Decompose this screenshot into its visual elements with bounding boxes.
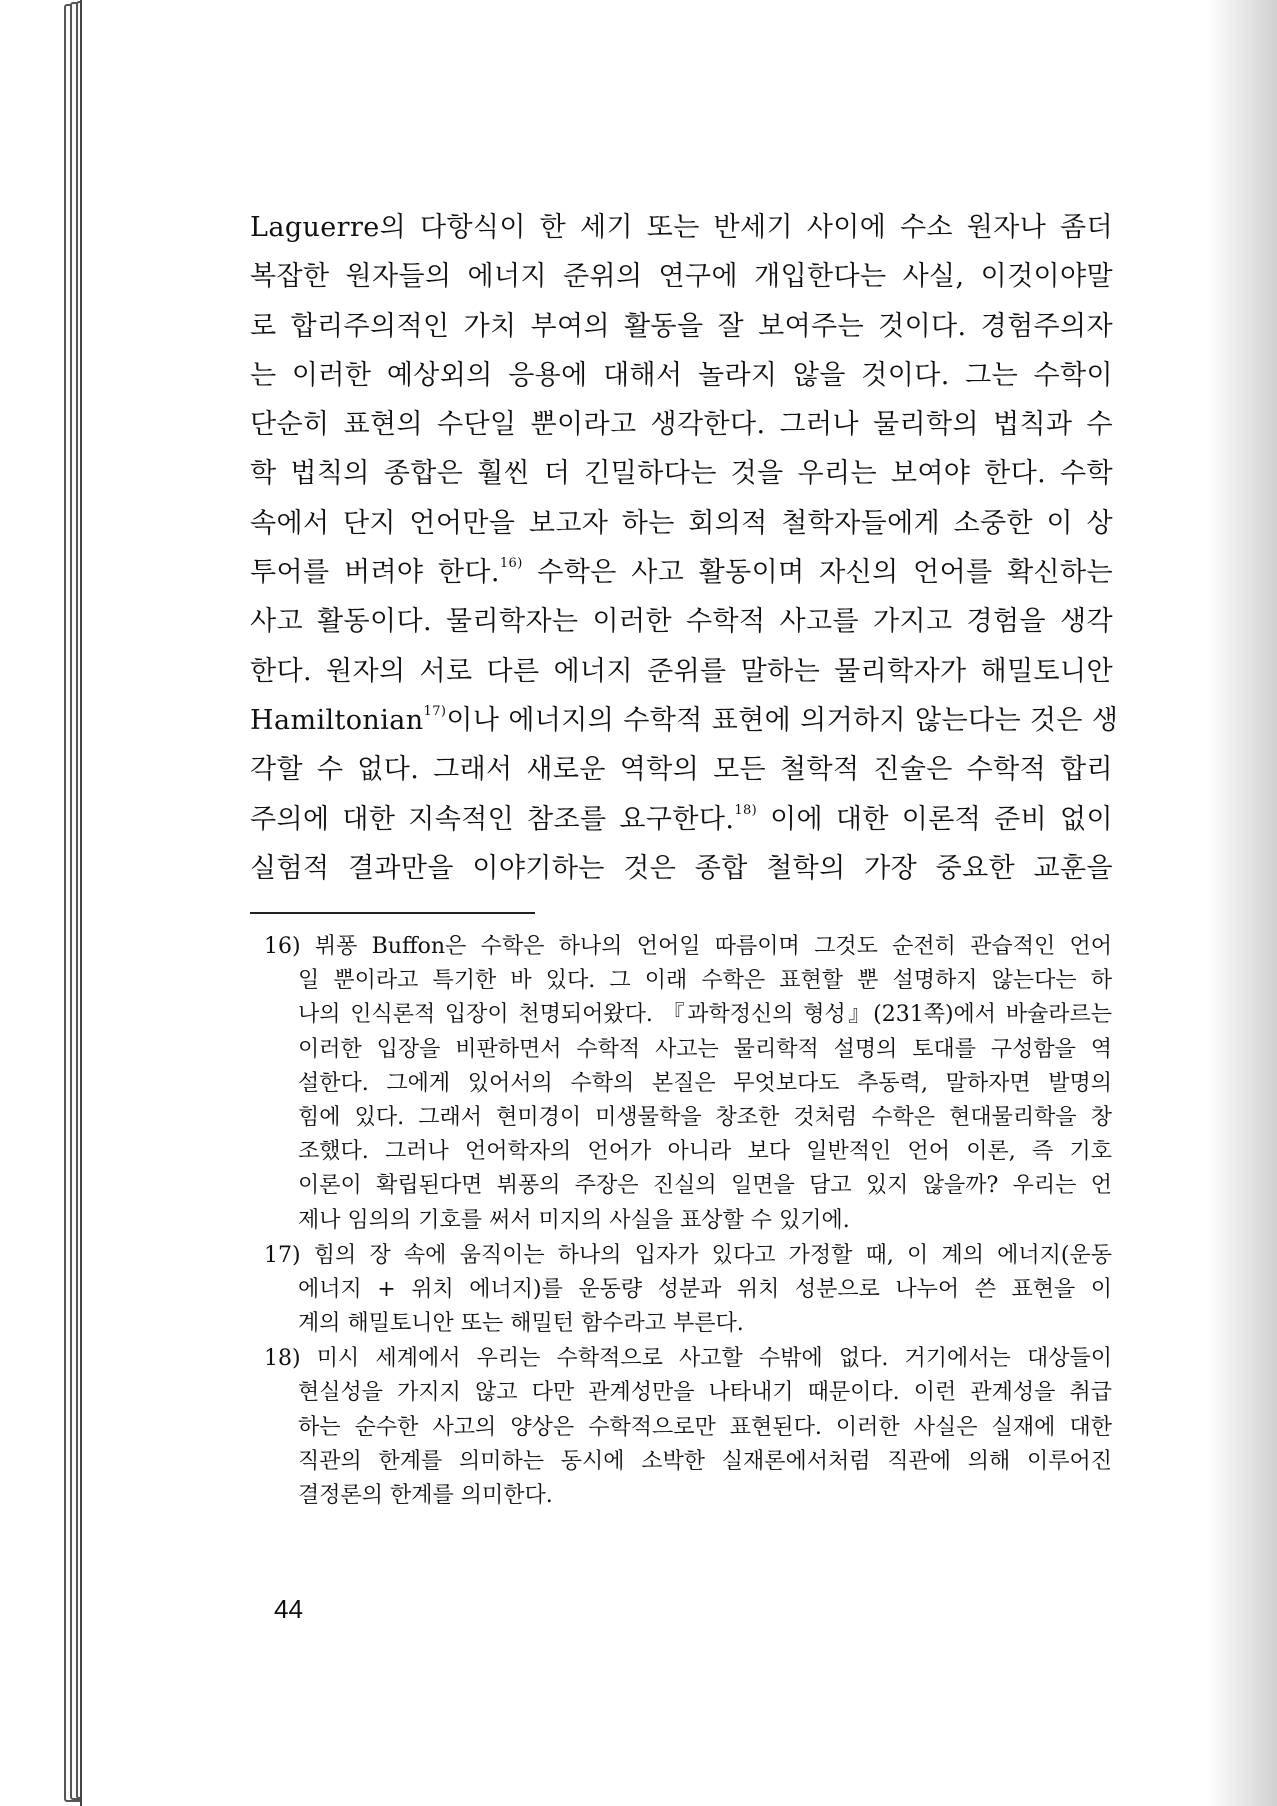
body-line: 한다. 원자의 서로 다른 에너지 준위를 말하는 물리학자가 해밀토니안 xyxy=(250,655,1113,687)
footnote-line: 18) 미시 세계에서 우리는 수학적으로 사고할 수밖에 없다. 거기에서는 대상들이 xyxy=(264,1346,1112,1372)
body-line xyxy=(250,795,1113,844)
footnote-line: 결정론의 한계를 의미한다. xyxy=(298,1483,553,1508)
body-line-text: 투어를 버려야 한다. xyxy=(250,557,500,589)
footnote-line: 힘에 있다. 그래서 현미경이 미생물학을 창조한 것처럼 수학은 현대물리학을 창 xyxy=(298,1104,1112,1130)
footnote-line: 16) 뷔퐁 Buffon은 수학은 하나의 언어일 따름이며 그것도 순전히 관습적인 언어 xyxy=(264,934,1112,959)
footnotes xyxy=(264,930,1112,1514)
body-line-text: 수학은 사고 활동이며 자신의 언어를 확신하는 xyxy=(522,557,1113,589)
body-line: 각할 수 없다. 그래서 새로운 역학의 모든 철학적 진술은 수학적 합리 xyxy=(250,754,1113,786)
body-line: 복잡한 원자들의 에너지 준위의 연구에 개입한다는 사실, 이것이야말 xyxy=(250,261,1113,293)
footnote-separator xyxy=(250,912,535,914)
footnote-line: 17) 힘의 장 속에 움직이는 하나의 입자가 있다고 가정할 때, 이 계의 에너지(운동 xyxy=(264,1242,1112,1268)
footnote-line: 직관의 한계를 의미하는 동시에 소박한 실재론에서처럼 직관에 의해 이루어진 xyxy=(298,1448,1112,1474)
footnote-line: 제나 임의의 기호를 써서 미지의 사실을 표상할 수 있기에. xyxy=(298,1207,850,1233)
body-line: 는 이러한 예상외의 응용에 대해서 놀라지 않을 것이다. 그는 수학이 xyxy=(250,359,1113,391)
footnote-line: 조했다. 그러나 언어학자의 언어가 아니라 보다 일반적인 언어 이론, 즉 기호 xyxy=(298,1139,1112,1165)
footnote xyxy=(264,1239,1112,1342)
footnote-reference: 18) xyxy=(734,802,758,818)
footnote-line: 현실성을 가지지 않고 다만 관계성만을 나타내기 때문이다. 이런 관계성을 취급 xyxy=(298,1380,1112,1406)
body-paragraph xyxy=(250,203,1119,893)
body-line xyxy=(250,548,1113,597)
footnote-line: 일 뿐이라고 특기한 바 있다. 그 이래 수학은 표현할 뿐 설명하지 않는다는 하 xyxy=(298,968,1112,994)
page-edge-shadow xyxy=(1207,0,1277,1806)
footnote-reference: 17) xyxy=(423,703,447,719)
body-line: 단순히 표현의 수단일 뿐이라고 생각한다. 그러나 물리학의 법칙과 수 xyxy=(250,409,1113,441)
footnote-line: 계의 해밀토니안 또는 해밀턴 함수라고 부른다. xyxy=(298,1311,744,1337)
body-line: 사고 활동이다. 물리학자는 이러한 수학적 사고를 가지고 경험을 생각 xyxy=(250,606,1113,638)
footnote-line: 이론이 확립된다면 뷔퐁의 주장은 진실의 일면을 담고 있지 않을까? 우리는 언 xyxy=(298,1173,1112,1199)
footnote-line: 에너지 + 위치 에너지)를 운동량 성분과 위치 성분으로 나누어 쓴 표현을 이 xyxy=(298,1276,1112,1302)
footnote-line: 나의 인식론적 입장이 천명되어왔다. 『과학정신의 형성』(231쪽)에서 바슐라르는 xyxy=(298,1002,1112,1028)
body-line: Laguerre의 다항식이 한 세기 또는 반세기 사이에 수소 원자나 좀더 xyxy=(250,212,1113,243)
footnote-line: 설한다. 그에게 있어서의 수학의 본질은 무엇보다도 추동력, 말하자면 발명의 xyxy=(298,1070,1112,1096)
body-line: 속에서 단지 언어만을 보고자 하는 회의적 철학자들에게 소중한 이 상 xyxy=(250,507,1113,539)
body-line-text: 주의에 대한 지속적인 참조를 요구한다. xyxy=(250,803,735,835)
footnote-reference: 16) xyxy=(499,556,523,572)
footnote xyxy=(264,930,1112,1238)
body-line-text: Hamiltonian xyxy=(250,704,424,736)
page-number: 44 xyxy=(274,1594,303,1624)
body-line-text: 이나 에너지의 수학적 표현에 의거하지 않는다는 것은 생 xyxy=(446,704,1119,736)
footnote-line: 이러한 입장을 비판하면서 수학적 사고는 물리학적 설명의 토대를 구성함을 역 xyxy=(298,1036,1112,1062)
body-line: 실험적 결과만을 이야기하는 것은 종합 철학의 가장 중요한 교훈을 xyxy=(250,852,1113,884)
body-line: 로 합리주의적인 가치 부여의 활동을 잘 보여주는 것이다. 경험주의자 xyxy=(250,310,1113,342)
body-line xyxy=(250,696,1119,745)
body-line: 학 법칙의 종합은 훨씬 더 긴밀하다는 것을 우리는 보여야 한다. 수학 xyxy=(250,458,1113,490)
footnote xyxy=(264,1342,1112,1513)
footnote-line: 하는 순수한 사고의 양상은 수학적으로만 표현된다. 이러한 사실은 실재에 대한 xyxy=(298,1414,1112,1440)
body-line-text: 이에 대한 이론적 준비 없이 xyxy=(757,803,1113,835)
